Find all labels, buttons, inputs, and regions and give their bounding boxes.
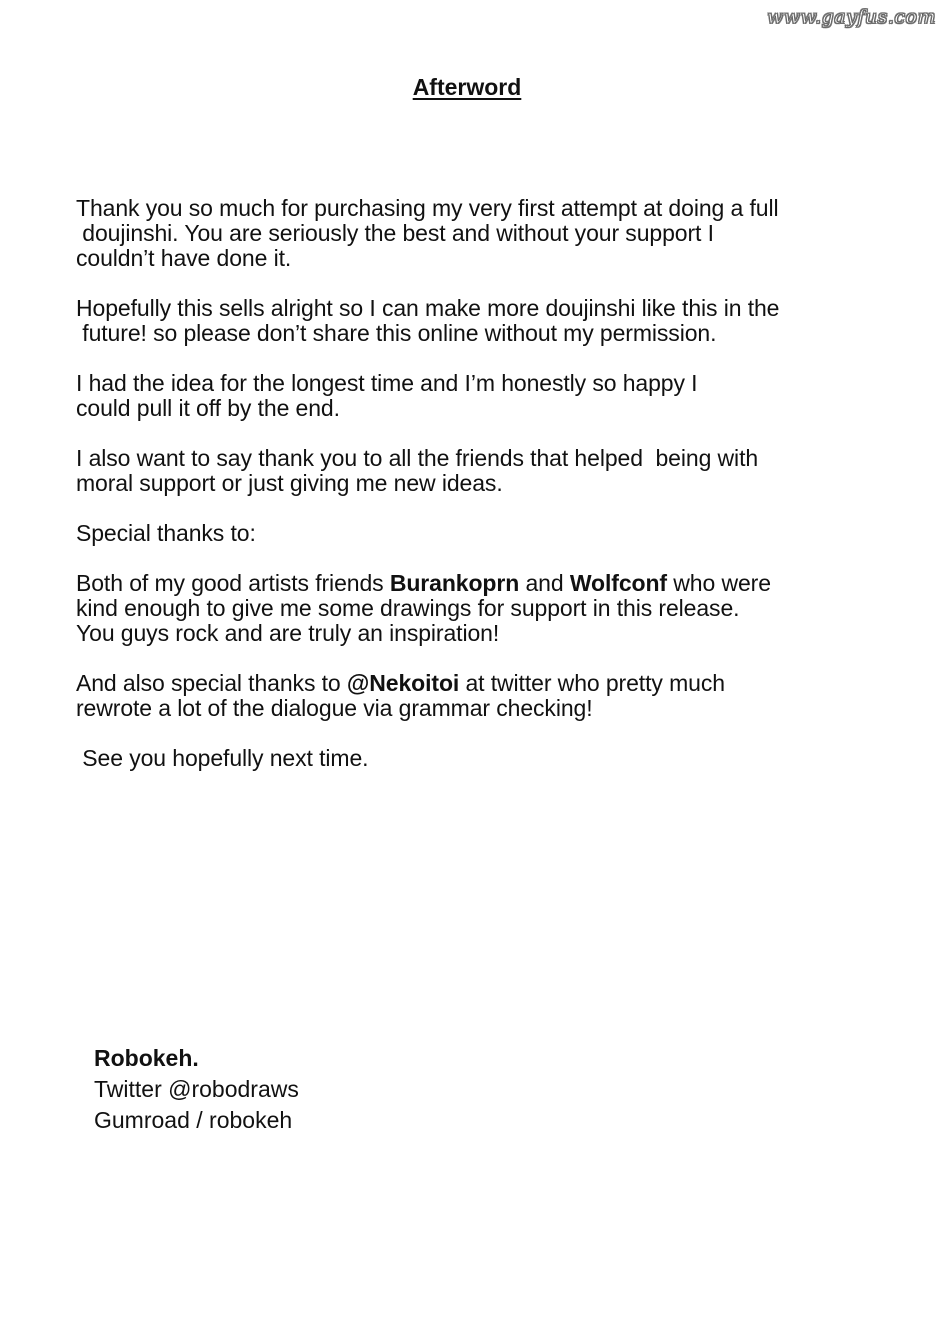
paragraph-artist-friends [76, 571, 896, 646]
paragraph-line: You guys rock and are truly an inspiration! [76, 620, 500, 646]
paragraph-text: Both of my good artists friends [76, 570, 390, 596]
afterword-body [76, 196, 896, 796]
paragraph-line: kind enough to give me some drawings for support in this release. [76, 595, 740, 621]
paragraph-line: See you hopefully next time. [76, 745, 369, 771]
paragraph-line: rewrote a lot of the dialogue via grammar checking! [76, 695, 593, 721]
paragraph-text: and [519, 570, 570, 596]
paragraph-special-thanks-heading [76, 521, 896, 546]
paragraph-line: Thank you so much for purchasing my very first attempt at doing a full [76, 195, 779, 221]
paragraph-line: could pull it off by the end. [76, 395, 340, 421]
paragraph-text: who were [667, 570, 771, 596]
paragraph-thanks [76, 196, 896, 271]
paragraph-see-you [76, 746, 896, 771]
twitter-handle: @Nekoitoi [346, 670, 460, 696]
signature-block [94, 1043, 299, 1136]
artist-name: Wolfconf [569, 570, 667, 596]
paragraph-friends [76, 446, 896, 496]
paragraph-hopefully [76, 296, 896, 346]
author-name: Robokeh. [94, 1045, 199, 1071]
paragraph-line: future! so please don’t share this online without my permission. [76, 320, 717, 346]
paragraph-line: couldn’t have done it. [76, 245, 292, 271]
author-twitter: Twitter @robodraws [94, 1076, 299, 1102]
paragraph-line: Hopefully this sells alright so I can make more doujinshi like this in the [76, 295, 780, 321]
paragraph-text: at twitter who pretty much [459, 670, 725, 696]
site-watermark: www.gayfus.com [767, 6, 936, 28]
paragraph-idea [76, 371, 896, 421]
artist-name: Burankoprn [389, 570, 520, 596]
author-gumroad: Gumroad / robokeh [94, 1107, 293, 1133]
paragraph-grammar-thanks [76, 671, 896, 721]
paragraph-line: doujinshi. You are seriously the best and without your support I [76, 220, 714, 246]
page-title: Afterword [412, 74, 522, 100]
paragraph-text: And also special thanks to [76, 670, 347, 696]
paragraph-line: moral support or just giving me new ideas. [76, 470, 503, 496]
paragraph-line: Special thanks to: [76, 520, 256, 546]
paragraph-line: I had the idea for the longest time and I’m honestly so happy I [76, 370, 698, 396]
paragraph-line: I also want to say thank you to all the friends that helped being with [76, 445, 759, 471]
